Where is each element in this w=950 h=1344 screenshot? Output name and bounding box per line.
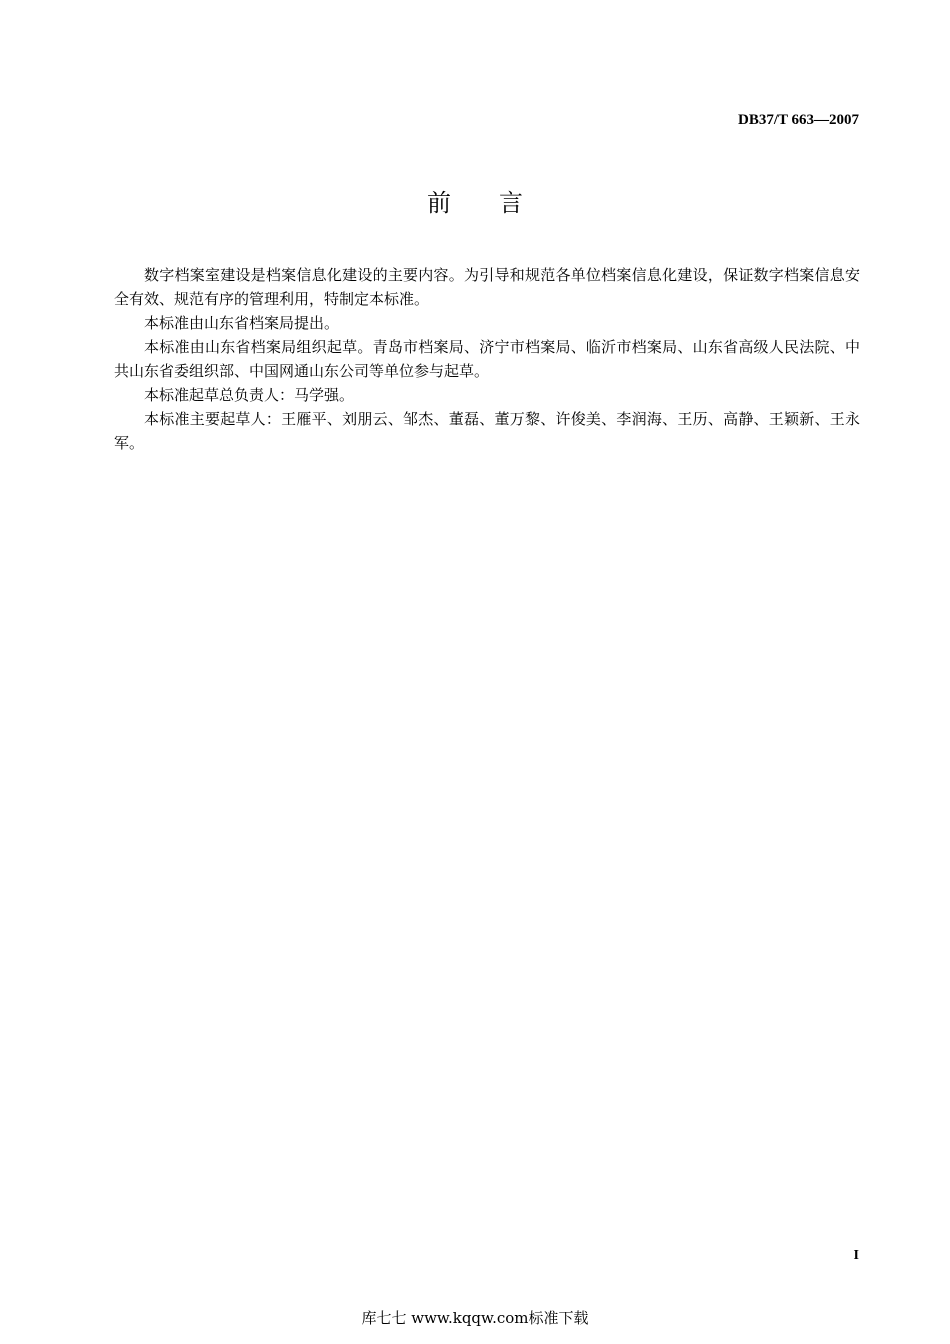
paragraph-chief-drafter: 本标准起草总负责人：马学强。 [144, 386, 355, 404]
document-code: DB37/T 663—2007 [738, 112, 859, 128]
foreword-body [114, 263, 860, 455]
page-number: I [853, 1248, 859, 1263]
paragraph-proposer: 本标准由山东省档案局提出。 [144, 314, 340, 332]
footer-watermark: 库七七 www.kqqw.com标准下载 [361, 1309, 589, 1327]
title-char-2: 言 [499, 189, 523, 217]
paragraph-purpose: 数字档案室建设是档案信息化建设的主要内容。为引导和规范各单位档案信息化建设，保证数字档案信息安全有效、规范有序的管理利用，特制定本标准。 [114, 266, 860, 308]
paragraph-drafters: 本标准主要起草人：王雁平、刘朋云、邹杰、董磊、董万黎、许俊美、李润海、王历、高静、王颖新、王永军。 [114, 410, 860, 452]
page-title [0, 186, 950, 220]
paragraph-drafting-units: 本标准由山东省档案局组织起草。青岛市档案局、济宁市档案局、临沂市档案局、山东省高级人民法院、中共山东省委组织部、中国网通山东公司等单位参与起草。 [114, 338, 860, 380]
title-char-1: 前 [427, 189, 451, 217]
